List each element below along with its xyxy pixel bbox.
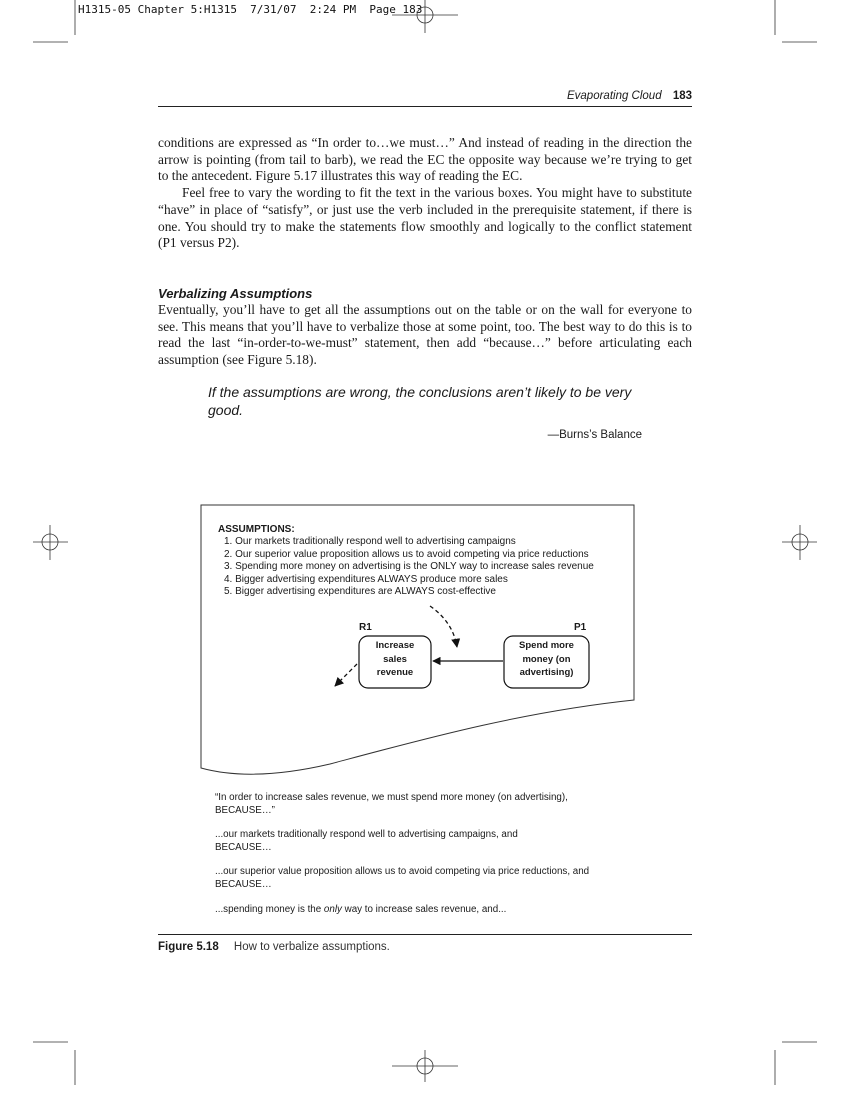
verbalization-statement-3 (215, 866, 665, 891)
paragraph-1: conditions are expressed as “In order to…we must…” And instead of reading in the direction the arrow is pointing (from tail to barb), we read the EC the opposite way because we’re trying to get to the antecedent. Figure 5.17 illustrates this way of reading the EC. (158, 135, 692, 184)
verbalization-line: ...our superior value proposition allows us to avoid competing via price reductions, and (215, 866, 590, 877)
figure-caption-text: How to verbalize assumptions. (233, 941, 390, 953)
figure-caption (158, 941, 390, 953)
node-p1-label (504, 639, 589, 680)
verbalization-text: ...spending money is the (215, 904, 324, 915)
assumption-item: 1. Our markets traditionally respond well to advertising campaigns (224, 536, 516, 548)
node-r1-line: Increase (375, 640, 415, 651)
verbalization-line (215, 904, 665, 917)
node-r1-line: sales (383, 653, 407, 665)
node-r1-line: revenue (376, 667, 414, 678)
verbalization-line: “In order to increase sales revenue, we must spend more money (on advertising), (215, 792, 568, 803)
printer-slug: H1315-05 Chapter 5:H1315 7/31/07 2:24 PM Page 183 (78, 3, 423, 16)
running-head-title: Evaporating Cloud (566, 90, 662, 102)
verbalization-line: ...our markets traditionally respond well to advertising campaigns, and (215, 829, 518, 840)
node-p1-line: advertising) (519, 667, 574, 678)
node-r1-tag: R1 (359, 622, 372, 633)
page-number: 183 (672, 90, 692, 102)
paragraph-3: Eventually, you’ll have to get all the assumptions out on the table or on the wall for everyone to see. This means that you’ll have to verbalize those at some point, too. The best way to do this is to read the last “in-order-to-we-must” statement, then add “because…” before articulating each assumption (see Figure 5.18). (158, 302, 692, 368)
paragraph-2: Feel free to vary the wording to fit the text in the various boxes. You might have to substitute “have” in place of “satisfy”, or just use the verb included in the prerequisite statement, if there is one. You should try to make the statements flow smoothly and logically to the conflict statement (P1 versus P2). (158, 185, 692, 251)
node-p1-tag: P1 (574, 622, 587, 633)
quote-attribution: —Burns’s Balance (547, 429, 642, 441)
node-p1-line: money (on (522, 653, 571, 665)
verbalization-statement-1 (215, 792, 665, 817)
assumptions-heading: ASSUMPTIONS: (218, 524, 295, 535)
assumption-item: 2. Our superior value proposition allows us to avoid competing via price reductions (224, 548, 589, 560)
node-p1-line: Spend more (519, 640, 574, 651)
section-heading: Verbalizing Assumptions (158, 286, 313, 301)
assumption-item: 5. Bigger advertising expenditures are ALWAYS cost-effective (224, 586, 496, 598)
assumptions-list (218, 524, 594, 598)
node-r1-label (359, 639, 431, 680)
figure-label: Figure 5.18 (158, 941, 219, 953)
verbalization-statement-2 (215, 829, 665, 854)
verbalization-line: BECAUSE… (215, 841, 272, 853)
figure-caption-rule (158, 934, 692, 935)
verbalization-text: way to increase sales revenue, and... (341, 904, 507, 915)
verbalization-emphasis: only (323, 904, 342, 915)
verbalization-line: BECAUSE…” (215, 804, 275, 816)
assumption-item: 4. Bigger advertising expenditures ALWAYS produce more sales (224, 573, 508, 585)
verbalization-line: BECAUSE… (215, 878, 272, 890)
verbalization-statement-4 (215, 904, 665, 917)
epigraph-quote: If the assumptions are wrong, the conclusions aren’t likely to be very good. (208, 384, 632, 418)
assumption-item: 3. Spending more money on advertising is the ONLY way to increase sales revenue (224, 561, 594, 573)
